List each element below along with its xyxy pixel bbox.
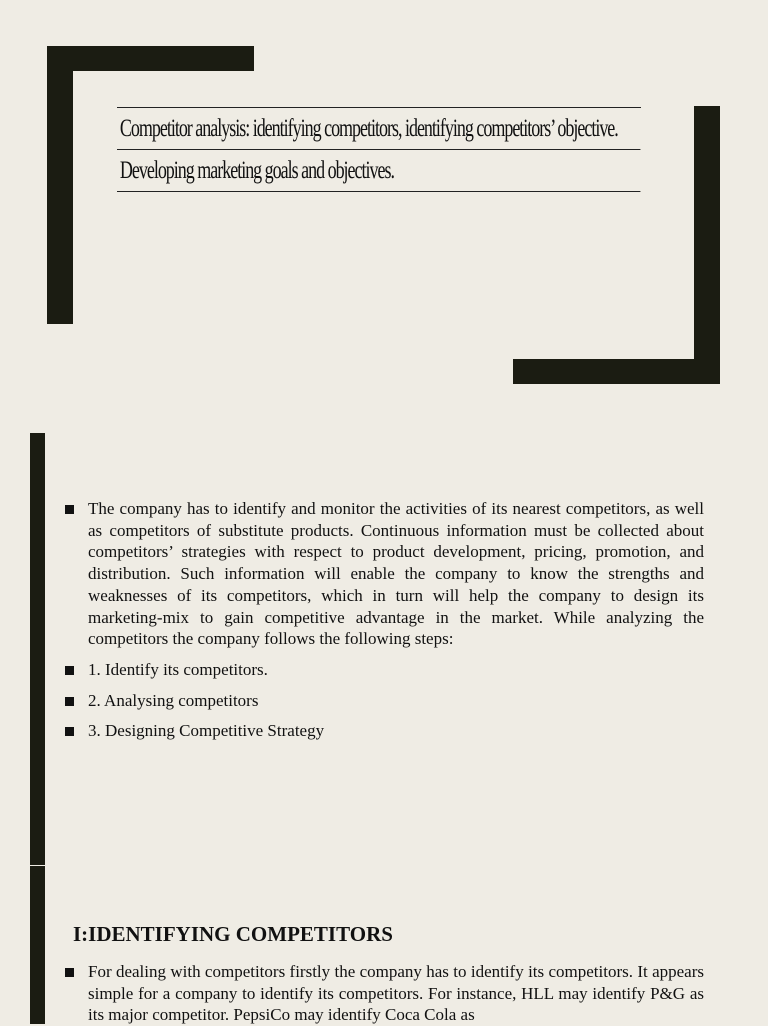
frame-top-left-vertical [47, 46, 73, 324]
square-bullet-icon [65, 697, 74, 706]
slide2-accent-bar [30, 433, 45, 865]
list-item [60, 659, 704, 681]
slide3-accent-bar [30, 866, 45, 1024]
list-item [60, 690, 704, 712]
slide3-bullet-list [60, 961, 704, 1026]
bullet-text: 3. Designing Competitive Strategy [88, 721, 325, 741]
list-item [60, 961, 704, 1026]
bullet-text: 2. Analysing competitors [88, 690, 259, 710]
slide2-bullet-list [60, 498, 704, 751]
frame-top-left-horizontal [47, 46, 254, 71]
bullet-text: 1. Identify its competitors. [88, 659, 268, 679]
slide1-title-box [117, 107, 641, 192]
slide1-title-line: Developing marketing goals and objectives. [117, 150, 641, 192]
bullet-text: The company has to identify and monitor the activities of its nearest competitors, as well as competitors of substitute products. Continuous information must be collected about competitors’ strategies with respect to product development, pricing, promotion, and distribution. Such information will enable the company to know the strengths and weaknesses of its competitors, which in turn will help the company to design its marketing-mix to gain competitive advantage in the market. While analyzing the competitors the company follows the following steps: [88, 499, 704, 649]
list-item [60, 498, 704, 650]
square-bullet-icon [65, 666, 74, 675]
list-item [60, 720, 704, 742]
slide1-title-line: Competitor analysis: identifying competitors, identifying competitors’ objective. [117, 108, 641, 150]
square-bullet-icon [65, 727, 74, 736]
frame-bottom-right-vertical [694, 106, 720, 384]
square-bullet-icon [65, 505, 74, 514]
frame-bottom-right-horizontal [513, 359, 720, 384]
slide3-heading: I:IDENTIFYING COMPETITORS [73, 922, 393, 946]
square-bullet-icon [65, 968, 74, 977]
bullet-text: For dealing with competitors firstly the company has to identify its competitors. It appears simple for a company to identify its competitors. For instance, HLL may identify P&G as its major competitor. PepsiCo may identify Coca Cola as [88, 962, 704, 1025]
